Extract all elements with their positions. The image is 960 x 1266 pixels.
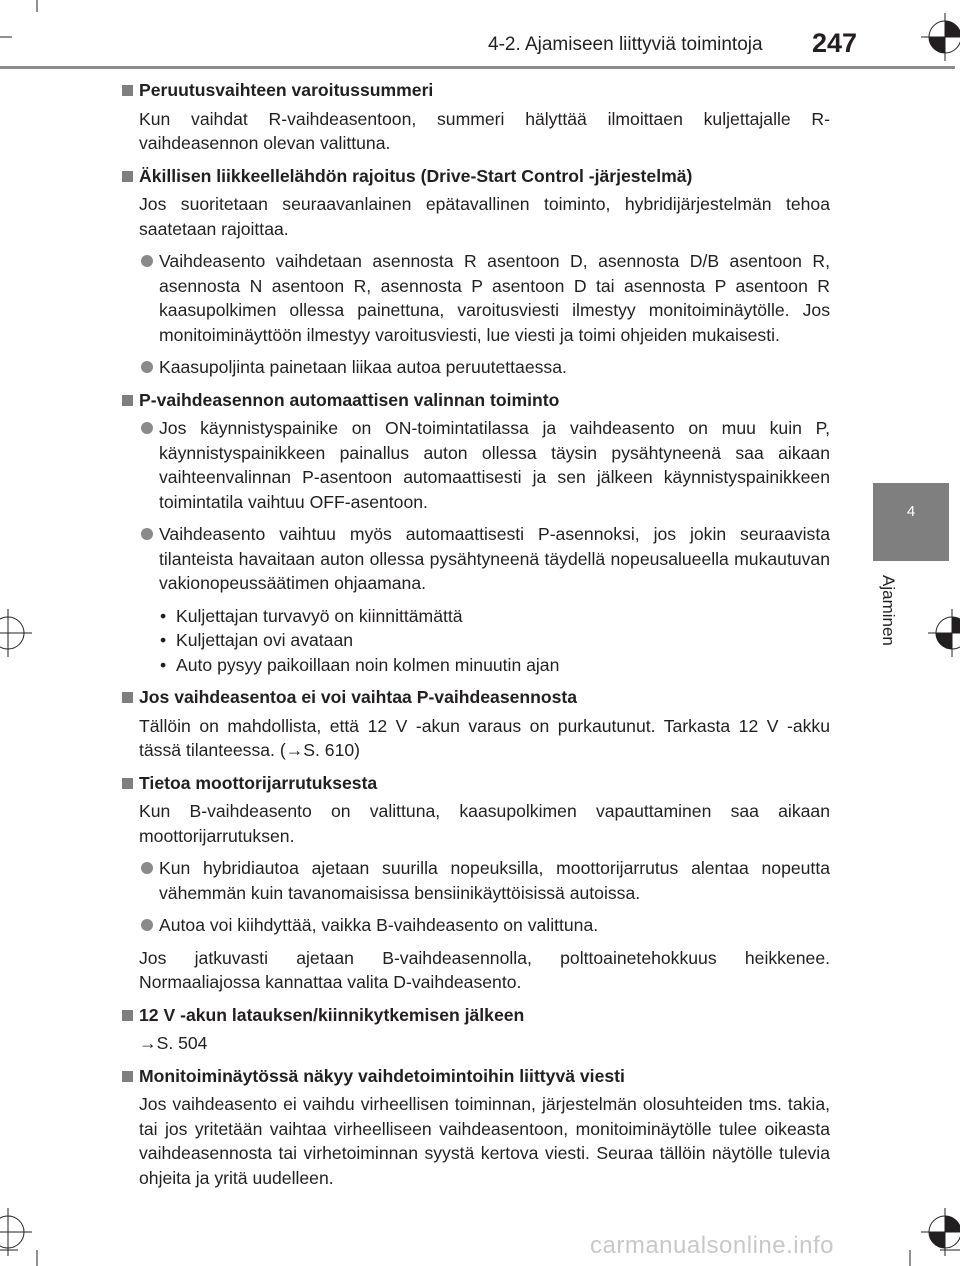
section-title: Jos vaihdeasentoa ei voi vaihtaa P-vaihdeasennosta bbox=[139, 687, 578, 707]
round-bullet-icon bbox=[141, 862, 153, 874]
header-rule bbox=[0, 66, 955, 69]
square-bullet-icon bbox=[122, 692, 133, 703]
paragraph: Kun vaihdat R-vaihdeasentoon, summeri hälyttää ilmoittaen kuljettajalle R-vaihdeasennon olevan valittuna. bbox=[139, 108, 830, 153]
paragraph: Jos suoritetaan seuraavanlainen epätavallinen toiminto, hybridijärjestelmän tehoa saatetaan rajoittaa. bbox=[139, 194, 830, 239]
section-heading bbox=[120, 78, 830, 103]
round-bullet-icon bbox=[141, 255, 153, 267]
list-item: Kun hybridiautoa ajetaan suurilla nopeuksilla, moottorijarrutus alentaa nopeutta vähemmän kuin tavanomaisissa bensiinikäyttöisissä autoissa. bbox=[120, 856, 830, 905]
square-bullet-icon bbox=[122, 395, 133, 406]
sub-list-item: • Kuljettajan ovi avataan bbox=[160, 630, 354, 650]
section-title: Monitoiminäytössä näkyy vaihdetoimintoihin liittyvä viesti bbox=[139, 1065, 625, 1086]
sub-list bbox=[120, 604, 830, 678]
section-title: Äkillisen liikkeellelähdön rajoitus (Drive-Start Control -järjestelmä) bbox=[139, 165, 693, 186]
section-title: P-vaihdeasennon automaattisen valinnan toiminto bbox=[139, 389, 560, 410]
list-item: Autoa voi kiihdyttää, vaikka B-vaihdeasento on valittuna. bbox=[120, 913, 830, 938]
list-item: Vaihdeasento vaihdetaan asennosta R asentoon D, asennosta D/B asentoon R, asennosta N asentoon R, asennosta P asentoon D tai asennosta P asentoon R kaasupolkimen ollessa painettuna, varoitusviesti ilmestyy monitoiminäytölle. Jos monitoiminäyttöön ilmestyy varoitusviesti, lue viesti ja toimi ohjeiden mukaisesti. bbox=[120, 249, 830, 347]
square-bullet-icon bbox=[122, 778, 133, 789]
section-heading bbox=[120, 388, 830, 413]
paragraph: →S. 504 bbox=[139, 1033, 208, 1053]
section-title: 12 V -akun latauksen/kiinnikytkemisen jälkeen bbox=[139, 1004, 525, 1025]
chapter-tab-label bbox=[878, 575, 900, 655]
section-heading bbox=[120, 164, 830, 189]
list-item: Jos käynnistyspainike on ON-toimintatilassa ja vaihdeasento on muu kuin P, käynnistyspainikkeen painallus auton ollessa täysin pysähtyneenä saa aikaan vaihteenvalinnan P-asentoon automaattisesti ja sen jälkeen käynnistyspainikkeen toimintatila vaihtuu OFF-asentoon. bbox=[120, 416, 830, 514]
watermark: carmanualsonline.info bbox=[590, 1232, 834, 1259]
square-bullet-icon bbox=[122, 171, 133, 182]
sub-list-item: • Auto pysyy paikoillaan noin kolmen minuutin ajan bbox=[160, 654, 560, 675]
page-content bbox=[120, 78, 830, 1198]
list-item: Vaihdeasento vaihtuu myös automaattisesti P-asennoksi, jos jokin seuraavista tilanteista havaitaan auton ollessa pysähtyneenä täydellä nopeusalueella mukautuvan vakionopeussäätimen ohjaamana. bbox=[120, 522, 830, 596]
section-heading bbox=[120, 1003, 830, 1028]
round-bullet-icon bbox=[141, 361, 153, 373]
chapter-tab-label-text: Ajaminen bbox=[879, 575, 898, 646]
paragraph: Kun B-vaihdeasento on valittuna, kaasupolkimen vapauttaminen saa aikaan moottorijarrutuksen. bbox=[139, 801, 830, 846]
section-heading bbox=[120, 1064, 830, 1089]
page-number: 247 bbox=[812, 28, 858, 58]
section-title: Tietoa moottorijarrutuksesta bbox=[139, 772, 378, 793]
paragraph: Jos jatkuvasti ajetaan B-vaihdeasennolla, polttoainetehokkuus heikkenee. Normaaliajossa kannattaa valita D-vaihdeasento. bbox=[139, 947, 830, 992]
section-heading bbox=[120, 771, 830, 796]
paragraph: Tällöin on mahdollista, että 12 V -akun varaus on purkautunut. Tarkasta 12 V -akku tässä tilanteessa. (→S. 610) bbox=[139, 715, 830, 760]
sub-list-item: • Kuljettajan turvavyö on kiinnittämättä bbox=[160, 605, 463, 626]
round-bullet-icon bbox=[141, 422, 153, 434]
section-heading bbox=[120, 685, 830, 710]
square-bullet-icon bbox=[122, 85, 133, 96]
section-title: Peruutusvaihteen varoitussummeri bbox=[139, 80, 434, 100]
chapter-tab bbox=[873, 483, 949, 561]
header-section-title: 4-2. Ajamiseen liittyviä toimintoja bbox=[488, 34, 763, 55]
chapter-tab-number: 4 bbox=[906, 503, 916, 520]
round-bullet-icon bbox=[141, 919, 153, 931]
square-bullet-icon bbox=[122, 1071, 133, 1082]
paragraph: Jos vaihdeasento ei vaihdu virheellisen toiminnan, järjestelmän olosuhteiden tms. takia, tai jos yritetään vaihtaa virheelliseen vaihdeasentoon, monitoiminäytölle tulee oikeasta vaihdeasennosta tai virhetoiminnan syystä kertova viesti. Seuraa tällöin näytölle tulevia ohjeita ja yritä uudelleen. bbox=[139, 1094, 830, 1188]
list-item: Kaasupoljinta painetaan liikaa autoa peruutettaessa. bbox=[120, 355, 830, 380]
round-bullet-icon bbox=[141, 528, 153, 540]
square-bullet-icon bbox=[122, 1010, 133, 1021]
